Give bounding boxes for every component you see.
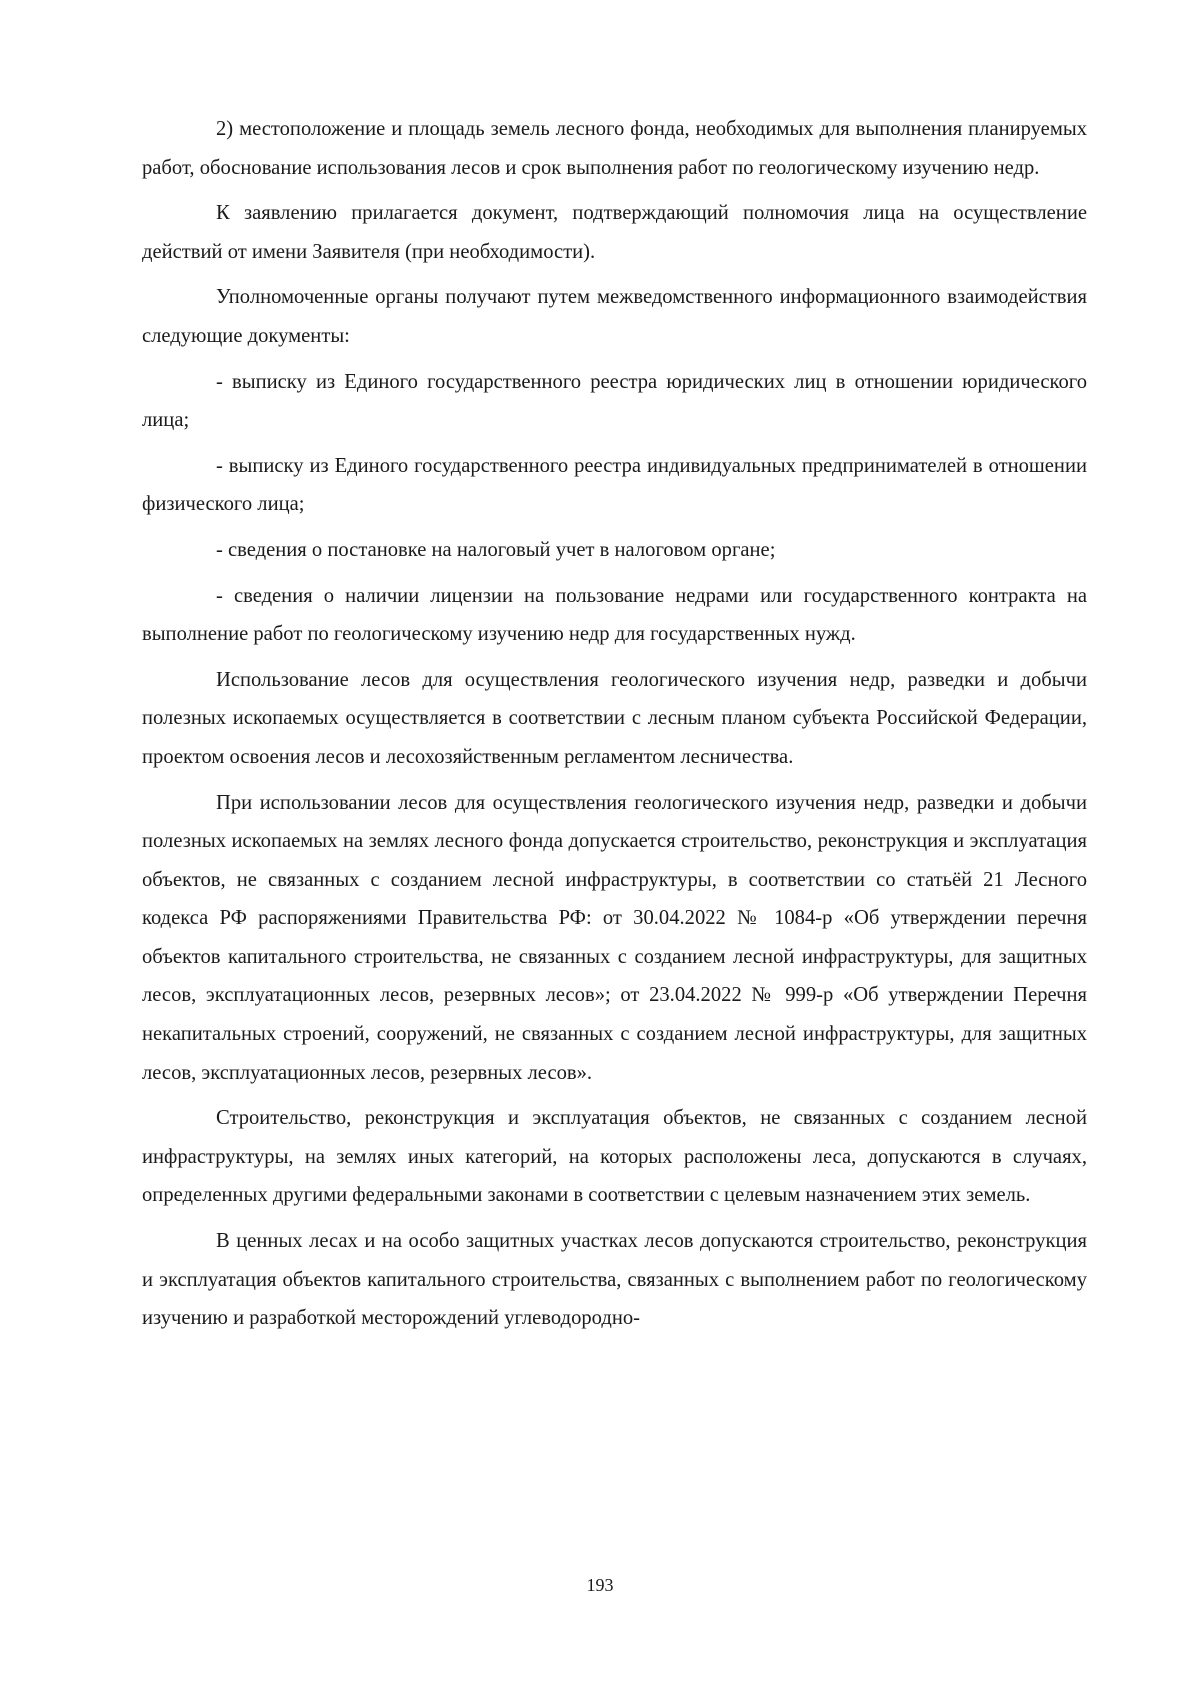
list-item-legal-entity-extract: - выписку из Единого государственного реестра юридических лиц в отношении юридического лица;	[142, 370, 1087, 432]
list-item-subsoil-license: - сведения о наличии лицензии на пользование недрами или государственного контракта на выполнение работ по геологическому изучению недр для государственных нужд.	[142, 584, 1087, 646]
list-item-tax-registration: - сведения о постановке на налоговый учет в налоговом органе;	[216, 538, 776, 561]
document-body	[142, 110, 1087, 1345]
paragraph-forest-use-plan: Использование лесов для осуществления геологического изучения недр, разведки и добычи полезных ископаемых осуществляется в соответствии с лесным планом субъекта Российской Федерации, проектом освоения лесов и лесохозяйственным регламентом лесничества.	[142, 668, 1087, 768]
paragraph-attached-document: К заявлению прилагается документ, подтверждающий полномочия лица на осуществление действий от имени Заявителя (при необходимости).	[142, 202, 1087, 263]
paragraph-interagency-documents: Уполномоченные органы получают путем межведомственного информационного взаимодействия следующие документы:	[142, 286, 1087, 347]
paragraph-construction-forest-fund: При использовании лесов для осуществления геологического изучения недр, разведки и добычи полезных ископаемых на землях лесного фонда допускается строительство, реконструкция и эксплуатация объектов, не связанных с созданием лесной инфраструктуры, в соответствии со статьёй 21 Лесного кодекса РФ распоряжениями Правительства РФ: от 30.04.2022 № 1084-р «Об утверждении перечня объектов капитального строительства, не связанных с созданием лесной инфраструктуры, для защитных лесов, эксплуатационных лесов, резервных лесов»; от 23.04.2022 № 999-р «Об утверждении Перечня некапитальных строений, сооружений, не связанных с созданием лесной инфраструктуры, для защитных лесов, эксплуатационных лесов, резервных лесов».	[142, 791, 1087, 1084]
page-number: 193	[586, 1575, 614, 1595]
paragraph-forest-fund-location: 2) местоположение и площадь земель лесного фонда, необходимых для выполнения планируемых работ, обоснование использования лесов и срок выполнения работ по геологическому изучению недр.	[142, 118, 1087, 179]
paragraph-valuable-forests: В ценных лесах и на особо защитных участках лесов допускаются строительство, реконструкция и эксплуатация объектов капитального строительства, связанных с выполнением работ по геологическому изучению и разработкой месторождений углеводородно-	[142, 1230, 1087, 1330]
list-item-entrepreneur-extract: - выписку из Единого государственного реестра индивидуальных предпринимателей в отношении физического лица;	[142, 454, 1087, 516]
paragraph-construction-other-lands: Строительство, реконструкция и эксплуатация объектов, не связанных с созданием лесной инфраструктуры, на землях иных категорий, на которых расположены леса, допускаются в случаях, определенных другими федеральными законами в соответствии с целевым назначением этих земель.	[142, 1107, 1087, 1207]
